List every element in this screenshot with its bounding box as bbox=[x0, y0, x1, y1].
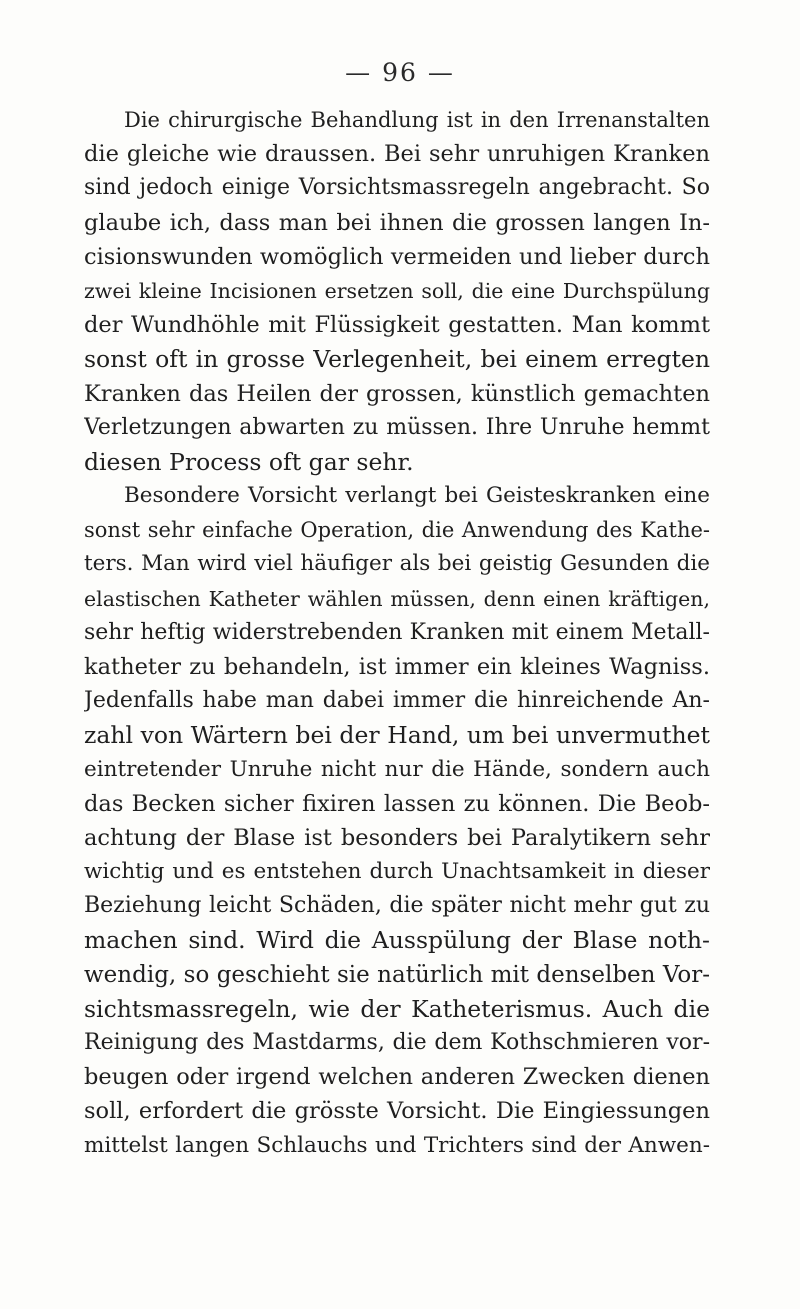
text-line: zwei kleine Incisionen ersetzen soll, die eine Durchspülung bbox=[84, 278, 710, 303]
text-line: Besondere Vorsicht verlangt bei Geisteskranken eine bbox=[124, 483, 710, 508]
text-line: wichtig und es entstehen durch Unachtsamkeit in dieser bbox=[84, 859, 710, 885]
text-line: soll, erfordert die grösste Vorsicht. Die Eingiessungen bbox=[84, 1098, 710, 1125]
text-line: mittelst langen Schlauchs und Trichters sind der Anwen- bbox=[84, 1132, 710, 1158]
paragraph-surgical-treatment bbox=[84, 103, 710, 479]
text-line: die gleiche wie draussen. Bei sehr unruhigen Kranken bbox=[84, 141, 710, 168]
text-line: der Wundhöhle mit Flüssigkeit gestatten. Man kommt bbox=[84, 312, 710, 339]
text-line: glaube ich, dass man bei ihnen die grossen langen In- bbox=[84, 209, 710, 236]
text-line: ters. Man wird viel häufiger als bei geistig Gesunden die bbox=[84, 551, 710, 577]
text-line: sehr heftig widerstrebenden Kranken mit einem Metall- bbox=[84, 619, 710, 645]
text-line: wendig, so geschieht sie natürlich mit denselben Vor- bbox=[84, 961, 710, 988]
paragraph-catheter bbox=[84, 479, 710, 1163]
text-line: Die chirurgische Behandlung ist in den Irrenanstalten bbox=[124, 108, 710, 132]
text-line: sonst sehr einfache Operation, die Anwendung des Kathe- bbox=[84, 518, 710, 543]
text-line: eintretender Unruhe nicht nur die Hände, sondern auch bbox=[84, 756, 710, 782]
text-line: elastischen Katheter wählen müssen, denn einen kräftigen, bbox=[84, 586, 710, 611]
text-line: Reinigung des Mastdarms, die dem Kothschmieren vor- bbox=[84, 1030, 710, 1055]
page-number: — 96 — bbox=[345, 58, 455, 87]
text-line: Jedenfalls habe man dabei immer die hinreichende An- bbox=[84, 688, 710, 714]
text-line: cisionswunden womöglich vermeiden und lieber durch bbox=[84, 243, 710, 270]
text-line: achtung der Blase ist besonders bei Paralytikern sehr bbox=[84, 824, 710, 851]
text-line: Beziehung leicht Schäden, die später nicht mehr gut zu bbox=[84, 893, 710, 919]
text-line: Verletzungen abwarten zu müssen. Ihre Unruhe hemmt bbox=[84, 414, 710, 440]
text-line: katheter zu behandeln, ist immer ein kleines Wagniss. bbox=[84, 653, 710, 680]
text-line: Kranken das Heilen der grossen, künstlich gemachten bbox=[84, 380, 710, 407]
text-line: das Becken sicher fixiren lassen zu können. Die Beob- bbox=[84, 790, 710, 817]
text-line: sonst oft in grosse Verlegenheit, bei einem erregten bbox=[84, 345, 710, 374]
text-line: sichtsmassregeln, wie der Katheterismus. Auch die bbox=[84, 994, 710, 1023]
text-line: machen sind. Wird die Ausspülung der Blase noth- bbox=[84, 926, 710, 955]
text-line: beugen oder irgend welchen anderen Zwecken dienen bbox=[84, 1064, 710, 1091]
text-line: sind jedoch einige Vorsichtsmassregeln angebracht. So bbox=[84, 175, 710, 201]
text-line: zahl von Wärtern bei der Hand, um bei unvermuthet bbox=[84, 721, 710, 750]
text-line: diesen Process oft gar sehr. bbox=[84, 447, 414, 476]
